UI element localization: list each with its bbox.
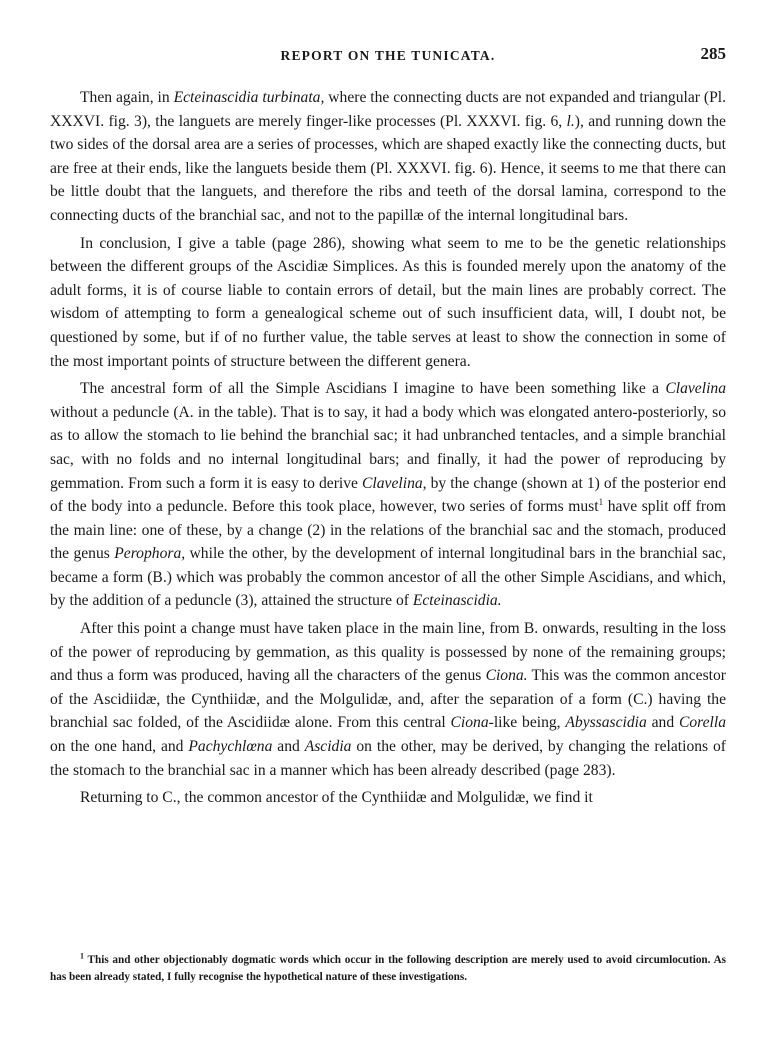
italic-text: Pachychlœna	[188, 738, 273, 756]
paragraph	[50, 86, 726, 228]
footnote-text: This and other objectionably dogmatic words which occur in the following description are merely used to avoid circumlocution. As has been already stated, I fully recognise the hypothetical nature of these investigations.	[50, 954, 726, 983]
paragraph	[50, 232, 726, 374]
footnote-reference: 1	[598, 496, 604, 507]
page-number: 285	[700, 44, 726, 63]
italic-text: Perophora,	[114, 545, 186, 563]
text-run: on the other, may be derived, by changing the relations of the stomach to the branchial sac in a manner which has been already described (page 283).	[50, 738, 726, 779]
text-run: by the change (shown at 1) of the posterior end of the body into a peduncle. Before this took place, however, two series of forms must	[50, 474, 726, 516]
text-run: The ancestral form of all the Simple Ascidians I imagine to have been something like a	[80, 380, 666, 398]
text-run: on the one hand, and	[50, 738, 189, 756]
italic-text: Ecteinascidia turbinata,	[173, 89, 325, 106]
paragraph	[50, 786, 726, 810]
text-run: After this point a change must have taken place in the main line, from B. onwards, resulting in the loss of the power of reproducing by gemmation, as this quality is possessed by none of the remaining groups; and thus a form was produced, having all the characters of the genus	[50, 620, 726, 685]
text-run: and	[272, 738, 305, 756]
italic-text: Clavelina,	[362, 474, 427, 492]
italic-text: Ciona	[450, 714, 489, 732]
body-text	[50, 86, 726, 814]
running-title: REPORT ON THE TUNICATA.	[280, 48, 496, 63]
text-run: without a peduncle (A. in the table). That is to say, it had a body which was elongated antero-posteriorly, so as to allow the stomach to lie behind the branchial sac; it had unbranched tentacles, and a simple branchial sac, with no folds and no internal longitudinal bars; and finally, it had the power of reproducing by gemmation. From such a form it is easy to derive	[50, 403, 726, 492]
text-run: where the connecting ducts are not expanded and triangular (Pl. XXXVI. fig. 3), the languets are merely finger-like processes (Pl. XXXVI. fig. 6,	[50, 89, 726, 130]
text-run: ), and running down the two sides of the dorsal area are a series of processes, which are shaped exactly like the connecting ducts, but are free at their ends, like the languets beside them (Pl. XXXVI. fig. 6). Hence, it seems to me that there can be little doubt that the languets, and therefore the ribs and teeth of the dorsal lamina, correspond to the connecting ducts of the branchial sac, and not to the papillæ of the internal longitudinal bars.	[50, 112, 726, 224]
italic-text: Ecteinascidia.	[412, 592, 502, 610]
italic-text: Ciona.	[485, 667, 528, 685]
footnote-mark: 1	[80, 951, 84, 961]
page-header	[50, 44, 726, 68]
text-run: Returning to C., the common ancestor of the Cynthiidæ and Molgulidæ, we find it	[80, 789, 593, 807]
text-run: In conclusion, I give a table (page 286), showing what seem to me to be the genetic relationships between the different groups of the Ascidiæ Simplices. As this is founded merely upon the anatomy of the adult forms, it is of course liable to contain errors of detail, but the main lines are probably correct. The wisdom of attempting to form a genealogical scheme out of such insufficient data, will, I doubt not, be questioned by some, but if of no further value, the table serves at least to show the connection in some of the most important points of structure between the different genera.	[50, 234, 726, 370]
text-run: -like being,	[488, 714, 566, 732]
italic-text: Abyssascidia	[565, 714, 647, 732]
text-run: and	[646, 714, 679, 732]
text-run: have split off from the main line: one of these, by a change (2) in the relations of the branchial sac and the stomach, produced the genus	[50, 498, 726, 563]
text-run: while the other, by the development of internal longitudinal bars in the branchial sac, became a form (B.) which was probably the common ancestor of all the other Simple Ascidians, and which, by the addition of a peduncle (3), attained the structure of	[50, 545, 726, 610]
italic-text: Clavelina	[665, 380, 726, 398]
paragraph	[50, 617, 726, 782]
paragraph	[50, 377, 726, 613]
footnote	[50, 952, 726, 986]
text-run: This was the common ancestor of the Ascidiidæ, the Cynthiidæ, and the Molgulidæ, and, after the separation of a form (C.) having the branchial sac folded, of the Ascidiidæ alone. From this central	[50, 667, 726, 732]
italic-text: Ascidia	[304, 738, 352, 756]
italic-text: l.	[566, 112, 575, 130]
italic-text: Corella	[678, 714, 727, 732]
text-run: Then again, in	[80, 89, 174, 106]
